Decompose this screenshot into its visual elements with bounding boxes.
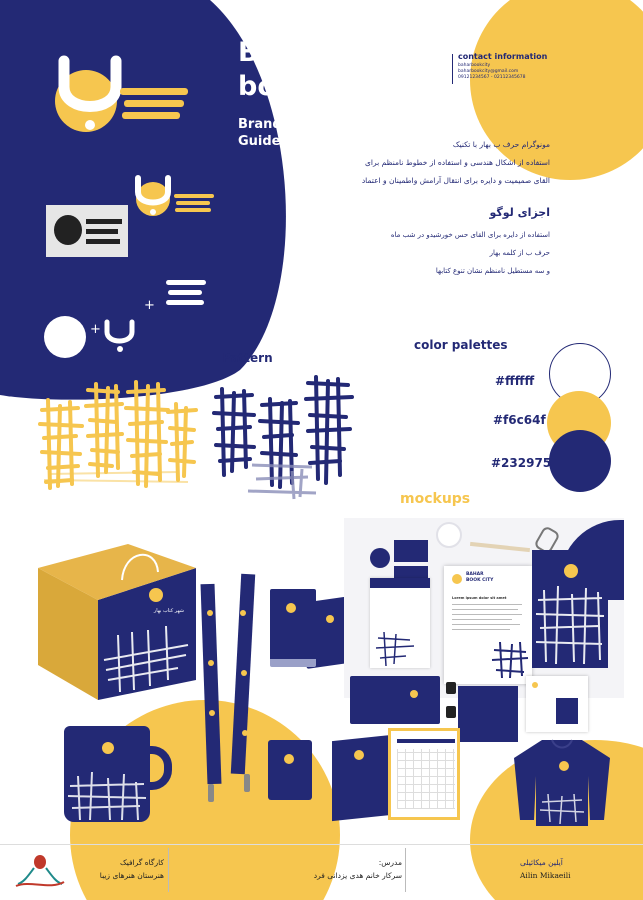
- footer-workshop-line1: کارگاه گرافیک: [119, 858, 164, 867]
- white-envelope-mockup: [526, 676, 588, 732]
- monogram-line: مونوگرام حرف ب بهار با تکنیک: [452, 140, 550, 149]
- letterhead-title-line1: BAHAR: [466, 572, 484, 577]
- school-logo-icon: [10, 848, 70, 892]
- envelope-mockup: [350, 676, 440, 724]
- palette-label-white: #ffffff: [495, 374, 535, 388]
- bars-part: [166, 280, 206, 285]
- logo-small: [128, 172, 218, 222]
- brand-subtitle-line2: Guidelines: [238, 134, 316, 149]
- sweatshirt-mockup: [512, 736, 612, 828]
- footer-teacher: [280, 856, 402, 882]
- binder-clip-icon: [446, 706, 456, 718]
- circle-part: [44, 316, 86, 358]
- palette-heading: color palettes: [414, 338, 508, 352]
- logo-parts: [44, 280, 224, 360]
- footer-teacher-line2: سرکار خانم هدی یزدانی فرد: [313, 871, 402, 880]
- pattern-heading: Pattern: [222, 351, 273, 365]
- footer-workshop: [76, 856, 164, 882]
- letter-mockup: [444, 566, 532, 684]
- footer-author-fa: آیلین میکائیلی: [520, 858, 563, 867]
- mockups-heading: mockups: [400, 491, 471, 507]
- footer-sep: [405, 848, 406, 892]
- logo-elements-line: استفاده از دایره برای القای حس خورشیدو در شب ماه: [390, 231, 550, 239]
- palette-swatch-navy: [549, 430, 611, 492]
- letter-be-part: [102, 318, 138, 354]
- footer-author-en: Ailin Mikaeili: [520, 871, 571, 880]
- footer-author: [520, 856, 620, 882]
- letterhead-heading: Lorem ipsum dolor sit amet: [452, 596, 507, 600]
- logo-elements-description: [320, 226, 550, 280]
- logo-large: [40, 40, 190, 140]
- plus-sign: +: [90, 322, 101, 337]
- lanyard-mockup: [200, 570, 260, 810]
- palette-label-gold: #f6c64f: [493, 413, 546, 427]
- brand-title-line1: Bahar: [238, 37, 331, 68]
- notebook-mockup: [458, 686, 518, 742]
- monogram-line: استفاده از اشکال هندسی و استفاده از خطوط نامنظم برای: [365, 158, 550, 167]
- contact-line: baharbookcity@gmail.com: [458, 69, 519, 74]
- monogram-description: [300, 136, 550, 190]
- logo-elements-line: حرف ب از کلمه بهار: [489, 249, 550, 257]
- badge-button-mockup: [370, 548, 390, 568]
- footer-workshop-line2: هنرستان هنرهای زیبا: [99, 871, 164, 880]
- logo-elements-heading: اجزای لوگو: [489, 206, 550, 219]
- brand-title-line2: book city: [238, 71, 378, 102]
- footer-teacher-line1: مدرس:: [378, 858, 402, 867]
- brand-subtitle-line1: Brand: [238, 117, 282, 132]
- brand-title: [238, 36, 448, 104]
- binder-clip-icon: [446, 682, 456, 694]
- letterhead-title: [466, 572, 493, 584]
- letterhead-mockup: [370, 578, 430, 668]
- contact-info: [452, 52, 592, 80]
- id-badge-mockup: [268, 740, 312, 800]
- monogram-line: القای صمیمیت و دایره برای انتقال آرامش واطمینان و اعتماد: [361, 176, 550, 185]
- mug-mockup: [64, 724, 174, 824]
- contact-heading: contact information: [458, 52, 548, 61]
- contact-line: 09121234567 - 02112345678: [458, 75, 526, 80]
- pattern-navy: [212, 375, 362, 500]
- folder-mockup: [532, 550, 608, 668]
- contact-line: baharbookcity: [458, 63, 491, 68]
- bag-text: شهر کتاب بهار: [153, 608, 184, 614]
- plus-sign: +: [144, 298, 155, 313]
- logo-sketch-photo: [46, 205, 128, 257]
- palette-label-navy: #232975: [491, 456, 552, 470]
- letterhead-title-line2: BOOK CITY: [466, 578, 494, 583]
- small-card-mockup: [394, 540, 428, 562]
- footer-divider: [0, 844, 643, 845]
- footer-sep: [168, 848, 169, 892]
- cup-mockup: [436, 522, 462, 548]
- letterhead-logo: [452, 574, 462, 584]
- desk-calendar-mockup: [332, 728, 462, 828]
- shopping-bag-mockup: [28, 540, 198, 700]
- pattern-gold: [38, 380, 198, 490]
- logo-elements-line: و سه مستطیل نامنظم نشان تنوع کتابها: [435, 267, 550, 275]
